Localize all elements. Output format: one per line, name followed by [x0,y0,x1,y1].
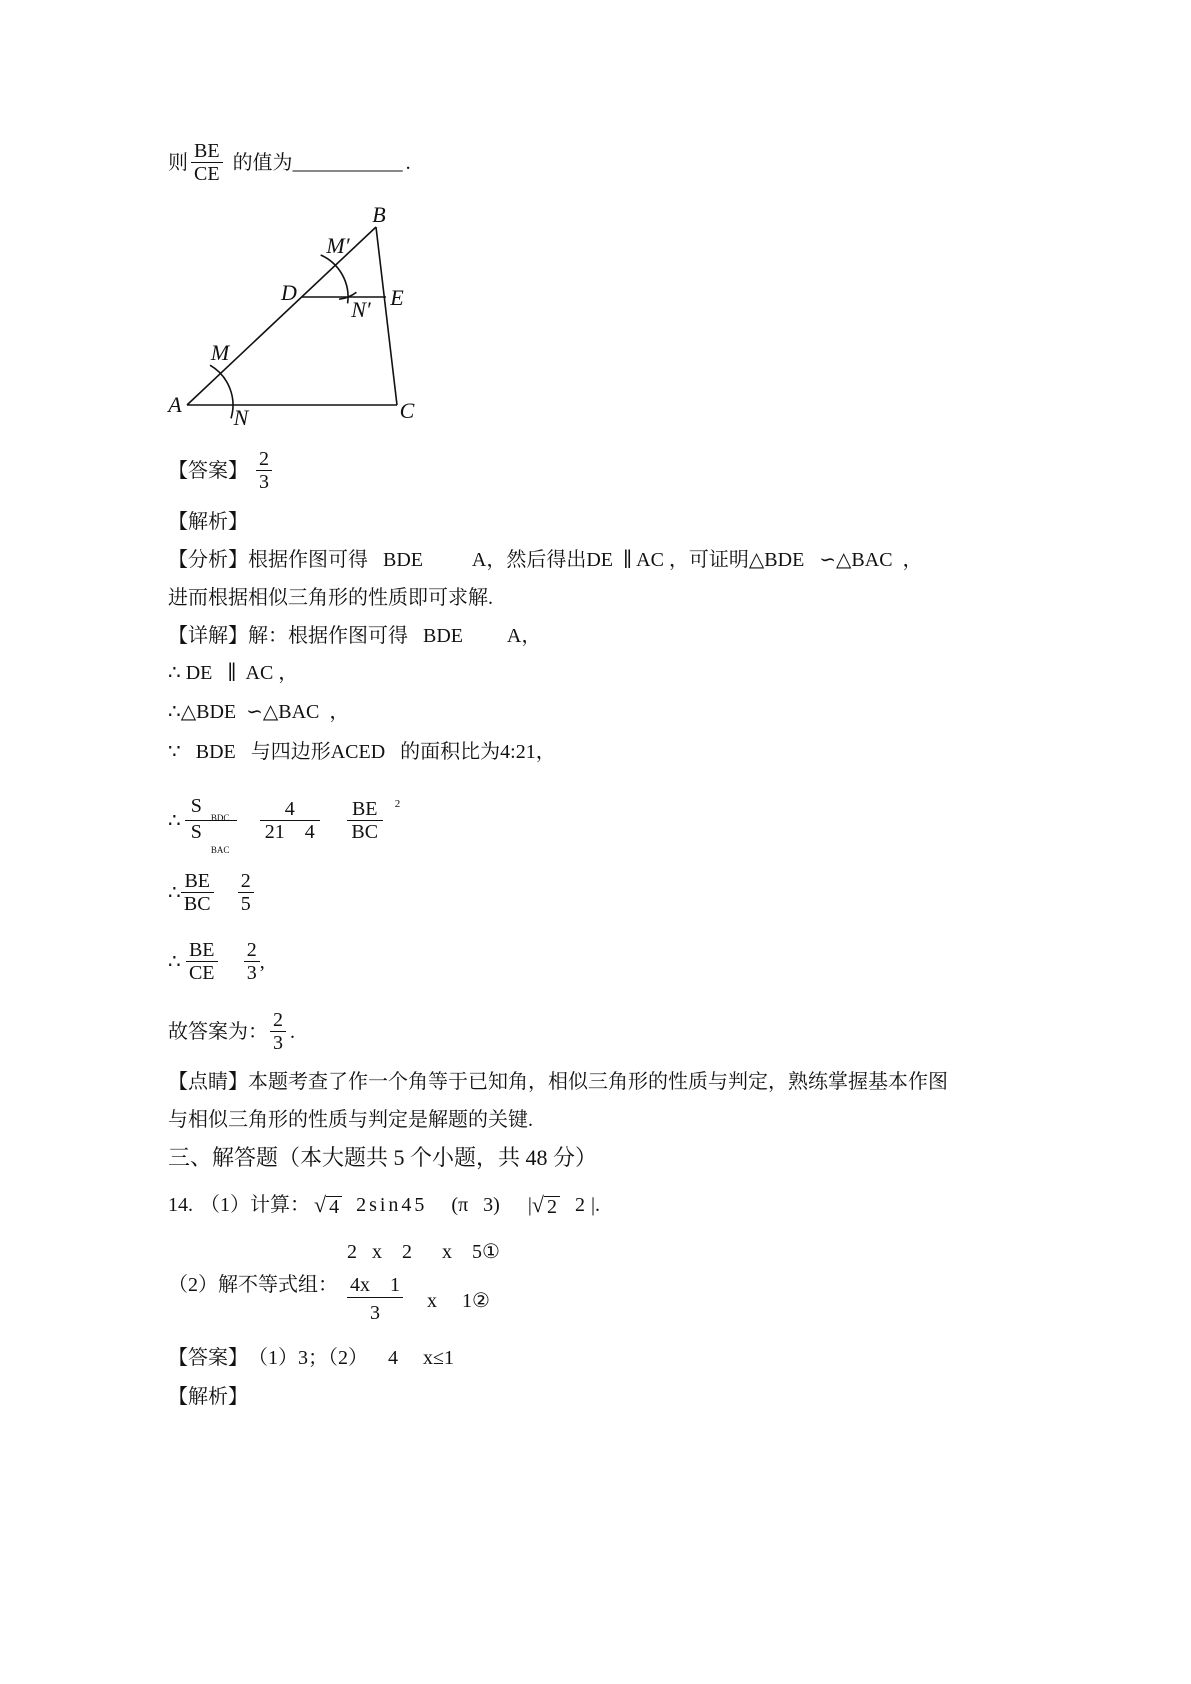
fraction-numerator: 2 [238,870,254,893]
final-answer-period: . [290,1020,295,1043]
be-bc-line [168,870,254,915]
fraction-denominator: BC [183,893,211,915]
question-14-part-1 [168,1193,600,1217]
fraction-denominator: 21 4 [264,821,315,843]
inequality-2-rest: x 1② [427,1289,490,1312]
be-over-bc-fraction [181,870,214,915]
label-e: E [390,285,404,310]
abs-close: | [590,1194,595,1216]
radical-sign: √ [531,1192,544,1217]
detail-line-2 [168,661,298,685]
square-exponent: 2 [394,797,401,810]
solution-tag: 【解析】 [168,1386,248,1408]
fraction-denominator: 3 [370,1302,380,1324]
fraction-denominator: 3 [259,471,269,493]
s-symbol: S [190,795,202,817]
abs-rest: 2 [559,1194,585,1216]
fraction-numerator: BE [181,870,214,893]
detail-line-3 [168,700,349,724]
fraction-denominator: CE [194,163,220,185]
part-1-label: （1）计算： [200,1194,310,1216]
be-over-bc-fraction [347,798,383,843]
analysis-line-1 [168,548,923,572]
fraction-numerator: BE [191,140,223,163]
solution-2-heading [168,1385,248,1409]
label-d: D [281,280,297,305]
area-s-fraction [185,795,237,855]
detail-text: ∴ DE ∥ AC ， [168,662,299,684]
comment-line-2 [168,1108,533,1132]
fraction-denominator: 3 [246,962,257,984]
fraction-numerator: 2 [270,1009,286,1032]
part-2-label-line [168,1273,338,1297]
final-answer-text: 故答案为： [168,1020,268,1043]
fraction-denominator: CE [188,962,215,984]
be-ce-line [168,939,265,984]
fraction-numerator: BE [347,798,383,821]
answer-text: （1）3；（2） 4 x≤1 [248,1347,454,1369]
question-number: 14. [168,1194,193,1216]
fraction-numerator: 2 [256,448,272,471]
label-n: N [233,405,249,430]
s-subscript-bac: BAC [210,845,230,855]
section-title: 三、解答题（本大题共 5 个小题，共 48 分） [168,1145,598,1170]
final-answer-line [168,1009,295,1054]
value-fraction [244,939,260,984]
fraction-denominator: 5 [240,893,251,915]
label-a: A [168,392,182,417]
solution-1-heading [168,510,248,534]
therefore-symbol: ∴ [168,950,181,973]
fraction-numerator: 2 [244,939,260,962]
detail-line-4 [168,740,556,764]
answer-blank: ___________ [292,151,403,174]
s-symbol: S [190,821,202,843]
triangle-construction-figure [150,195,435,435]
analysis-line-2 [168,586,493,610]
answer-tag: 【答案】 [168,1347,248,1369]
side-bc [376,227,397,405]
value-fraction [238,870,254,915]
fraction-denominator [185,821,237,855]
inequality-fraction [347,1273,403,1328]
area-ratio-line [168,795,401,855]
fraction-denominator: 3 [273,1032,283,1054]
therefore-symbol: ∴ [168,809,181,832]
be-over-ce-fraction [186,939,218,984]
comment-line-1 [168,1070,948,1094]
pi-term: (π 3) [451,1194,500,1216]
abs-open: | [527,1194,532,1216]
label-b: B [372,202,386,227]
question-suffix: 的值为 [232,151,293,174]
inequality-row-2 [347,1273,490,1328]
s-subscript-bdc: BDC [210,813,230,823]
final-answer-fraction [270,1009,286,1054]
comment-text: 与相似三角形的性质与判定是解题的关键. [168,1109,533,1131]
radicand: 2 [544,1196,560,1217]
fraction-numerator: BE [186,939,218,962]
answer-tag: 【答案】 [168,459,248,482]
fraction-numerator [185,795,237,821]
analysis-text: 【分析】根据作图可得 BDE A，然后得出DE ∥ AC ，可证明△BDE ∽△BAC ， [168,549,923,571]
answer-fraction [256,448,272,493]
inequality-1: 2 x 2 x 5① [347,1241,500,1263]
fraction-numerator: 4 [260,798,320,821]
section-3-heading [168,1146,597,1170]
fraction-denominator: BC [351,821,379,843]
question-end-period: . [594,1194,600,1216]
analysis-text: 进而根据相似三角形的性质即可求解. [168,587,493,609]
line-tail-comma: , [259,950,265,973]
radical-sign: √ [314,1192,327,1217]
area-value-fraction [260,798,320,843]
label-c: C [399,398,415,423]
detail-text: 【详解】解：根据作图可得 BDE A， [168,625,542,647]
therefore-symbol: ∴ [168,881,181,904]
detail-line-1 [168,624,541,648]
radicand: 4 [326,1196,342,1217]
solution-tag: 【解析】 [168,511,248,533]
answer-2 [168,1346,454,1370]
fraction-numerator: 4x 1 [347,1273,403,1298]
arc-at-d [321,255,348,303]
detail-text: ∴△BDE ∽△BAC ， [168,701,350,723]
part-2-label: （2）解不等式组： [168,1274,338,1296]
inequality-row-1 [347,1240,500,1264]
question-tail [168,140,411,185]
label-m-prime: M′ [326,233,350,258]
answer-1 [168,448,272,493]
question-prefix: 则 [168,151,188,174]
detail-text: ∵ BDE 与四边形ACED 的面积比为4:21， [168,741,556,763]
label-m: M [210,340,230,365]
question-end-period: . [405,151,411,174]
be-over-ce-fraction [191,140,223,185]
sine-term: 2sin45 [356,1194,428,1216]
label-n-prime: N′ [351,297,371,322]
comment-text: 【点睛】本题考查了作一个角等于已知角，相似三角形的性质与判定，熟练掌握基本作图 [168,1071,948,1093]
